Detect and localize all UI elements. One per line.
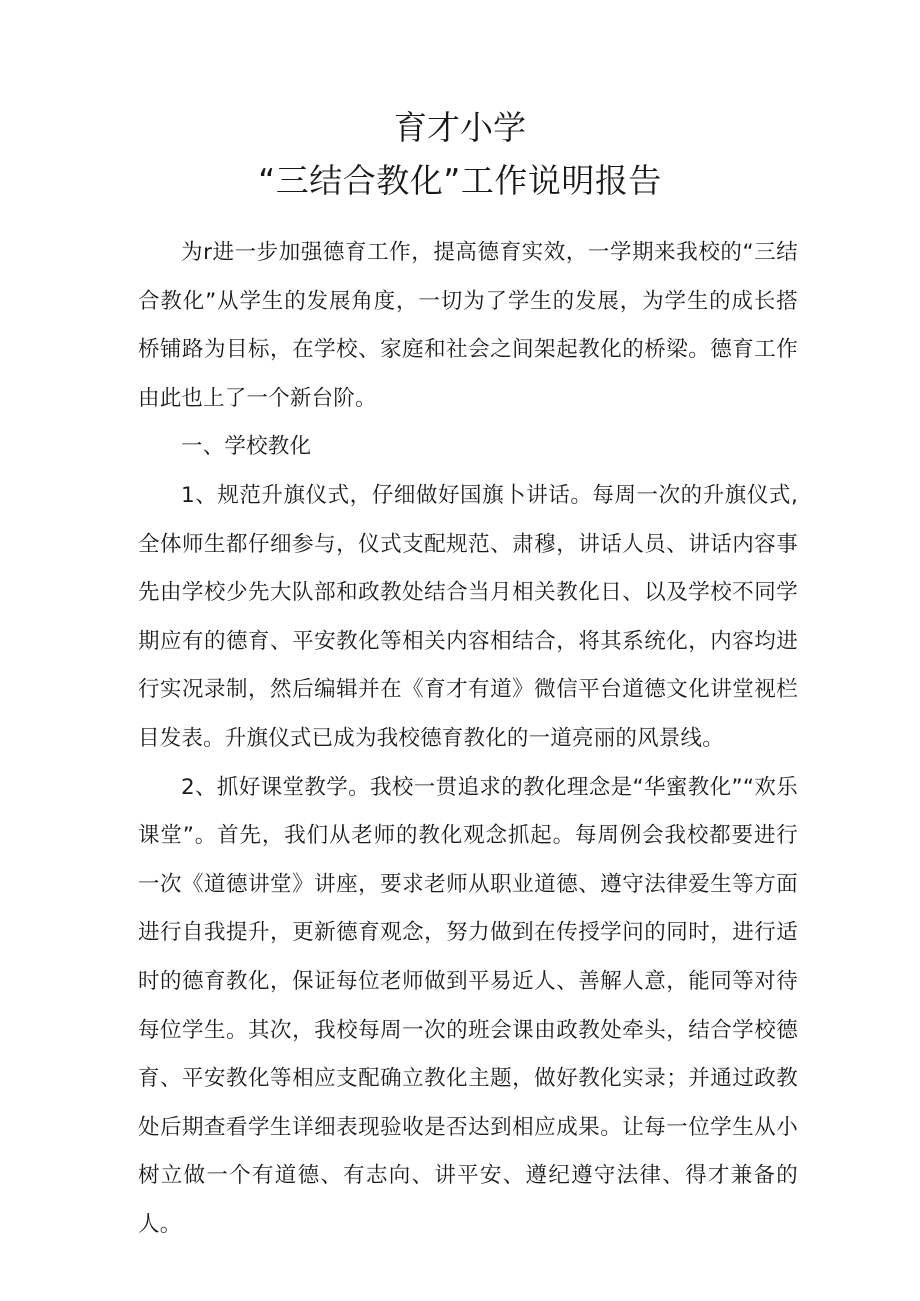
document-title-school: 育才小学 xyxy=(394,108,526,147)
intro-paragraph: 为r进一步加强德育工作，提高德育实效，一学期来我校的“三结合教化”从学生的发展角度，一切为了学生的发展，为学生的成长搭桥铺路为目标，在学校、家庭和社会之间架起教化的桥梁。德育工作由此也上了一个新台阶。 xyxy=(138,240,798,411)
document-body xyxy=(138,229,798,1249)
item-1-flag-ceremony-paragraph: 1、规范升旗仪式，仔细做好国旗卜讲话。每周一次的升旗仪式,全体师生都仔细参与，仪式支配规范、肃穆，讲话人员、讲话内容事先由学校少先大队部和政教处结合当月相关教化日、以及学校不同学期应有的德育、平安教化等相关内容相结合，将其系统化，内容均进行实况录制，然后编辑并在《育才有道》微信平台道德文化讲堂视栏目发表。升旗仪式已成为我校德育教化的一道亮丽的风景线。 xyxy=(138,482,798,751)
document-title-report: “三结合教化”工作说明报告 xyxy=(258,161,662,200)
item-2-classroom-teaching-paragraph: 2、抓好课堂教学。我校一贯追求的教化理念是“华蜜教化”“欢乐课堂”。首先，我们从老师的教化观念抓起。每周例会我校都要进行一次《道德讲堂》讲座，要求老师从职业道德、遵守法律爱生等方面进行自我提升，更新德育观念，努力做到在传授学问的同时，进行适时的德育教化，保证每位老师做到平易近人、善解人意，能同等对待每位学生。其次，我校每周一次的班会课由政教处牵头，结合学校德育、平安教化等相应支配确立教化主题，做好教化实录；并通过政教处后期查看学生详细表现验收是否达到相应成果。让每一位学生从小树立做一个有道德、有志向、讲平安、遵纪遵守法律、得才兼备的人。 xyxy=(138,774,798,1237)
section-heading-school-education: 一、学校教化 xyxy=(181,434,312,460)
